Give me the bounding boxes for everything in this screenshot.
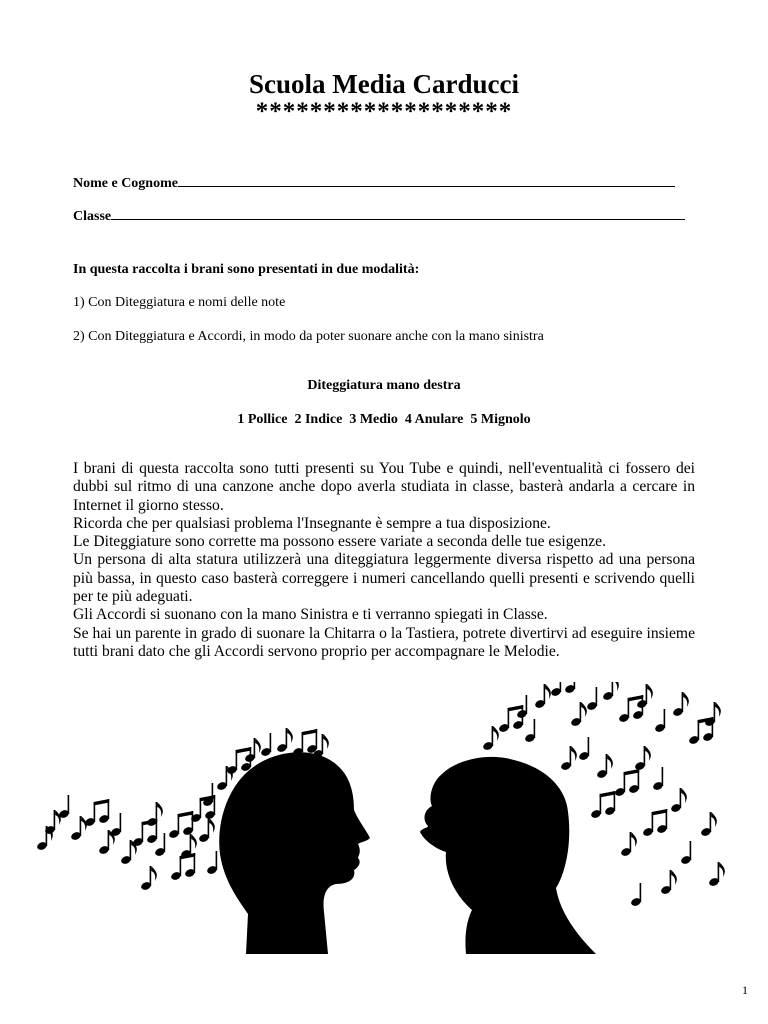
intro-heading: In questa raccolta i brani sono presentati in due modalità: — [73, 262, 420, 277]
mode-2: 2) Con Diteggiatura e Accordi, in modo da poter suonare anche con la mano sinistra — [73, 329, 544, 344]
body-paragraph: Ricorda che per qualsiasi problema l'Insegnante è sempre a tua disposizione. — [73, 514, 551, 532]
class-field-label: Classe — [73, 209, 112, 224]
music-heads-illustration — [36, 682, 726, 954]
fingering-title: Diteggiatura mano destra — [307, 378, 461, 393]
body-paragraph: Un persona di alta statura utilizzerà una diteggiatura leggermente diversa rispetto ad una persona più bassa, in questo caso basterà correggere i numeri cancellando quelli presenti e scrivendo quelli per te più adeguati. — [73, 551, 695, 606]
head-silhouette-music-notes-icon — [36, 728, 370, 954]
body-text — [73, 460, 695, 661]
child-silhouette-music-notes-icon — [420, 682, 725, 954]
body-paragraph: Le Diteggiature sono corrette ma possono essere variate a seconda delle tue esigenze. — [73, 533, 606, 551]
name-field — [73, 173, 675, 193]
body-paragraph: I brani di questa raccolta sono tutti presenti su You Tube e quindi, nell'eventualità ci fossero dei dubbi sul ritmo di una canzone anche dopo averla studiata in classe, basterà andarla a cercare in Internet il giorno stesso. — [73, 460, 695, 514]
title-star-divider: ******************* — [255, 98, 513, 125]
class-field — [73, 206, 685, 226]
name-field-label: Nome e Cognome — [73, 176, 178, 191]
page-number: 1 — [742, 983, 748, 997]
name-field-line — [178, 173, 675, 187]
body-paragraph: Gli Accordi si suonano con la mano Sinistra e ti verranno spiegati in Classe. — [73, 606, 548, 624]
mode-1: 1) Con Diteggiatura e nomi delle note — [73, 295, 286, 310]
class-field-line — [111, 206, 685, 220]
page-title: Scuola Media Carducci — [249, 69, 519, 99]
fingering-legend: 1 Pollice 2 Indice 3 Medio 4 Anulare 5 Mignolo — [237, 412, 531, 427]
body-paragraph: Se hai un parente in grado di suonare la Chitarra o la Tastiera, potrete divertirvi ad eseguire insieme tutti brani dato che gli Accordi servono proprio per accompagnare le Melodie. — [73, 624, 695, 660]
